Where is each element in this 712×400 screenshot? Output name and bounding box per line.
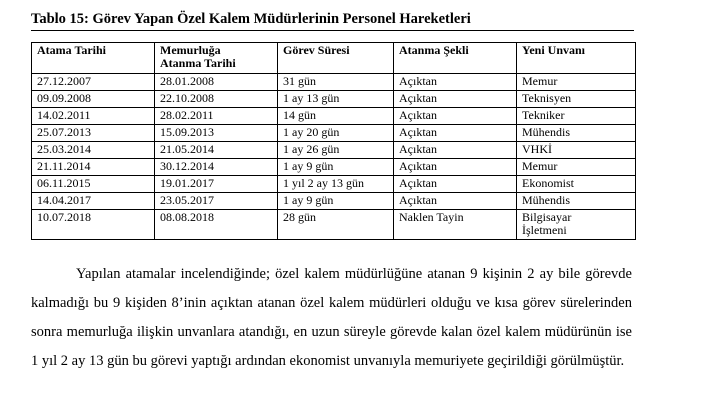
header-label: Atama Tarihi <box>37 43 107 57</box>
header-label: Görev Süresi <box>283 43 350 57</box>
cell-appointment-date: 14.04.2017 <box>32 193 155 210</box>
table-row <box>32 159 636 176</box>
cell-appointment-type: Açıktan <box>394 142 517 159</box>
cell-civil-servant-date: 23.05.2017 <box>155 193 278 210</box>
cell-duty-duration: 1 ay 26 gün <box>278 142 394 159</box>
cell-new-title: Bilgisayar İşletmeni <box>517 210 636 240</box>
cell-duty-duration: 14 gün <box>278 108 394 125</box>
cell-appointment-date: 09.09.2008 <box>32 91 155 108</box>
cell-new-title: Memur <box>517 74 636 91</box>
cell-duty-duration: 31 gün <box>278 74 394 91</box>
table-header-row <box>32 43 636 74</box>
cell-civil-servant-date: 22.10.2008 <box>155 91 278 108</box>
cell-civil-servant-date: 19.01.2017 <box>155 176 278 193</box>
cell-new-title: Mühendis <box>517 125 636 142</box>
cell-civil-servant-date: 15.09.2013 <box>155 125 278 142</box>
cell-appointment-date: 25.07.2013 <box>32 125 155 142</box>
cell-new-title: Ekonomist <box>517 176 636 193</box>
cell-appointment-date: 27.12.2007 <box>32 74 155 91</box>
cell-appointment-type: Açıktan <box>394 176 517 193</box>
cell-appointment-type: Naklen Tayin <box>394 210 517 240</box>
cell-civil-servant-date: 28.02.2011 <box>155 108 278 125</box>
table-row <box>32 108 636 125</box>
table-body <box>32 74 636 240</box>
cell-appointment-type: Açıktan <box>394 91 517 108</box>
cell-duty-duration: 1 ay 20 gün <box>278 125 394 142</box>
cell-duty-duration: 1 ay 9 gün <box>278 159 394 176</box>
cell-new-title: VHKİ <box>517 142 636 159</box>
cell-duty-duration: 1 yıl 2 ay 13 gün <box>278 176 394 193</box>
cell-appointment-date: 25.03.2014 <box>32 142 155 159</box>
table-row <box>32 210 636 240</box>
cell-appointment-date: 06.11.2015 <box>32 176 155 193</box>
cell-duty-duration: 1 ay 13 gün <box>278 91 394 108</box>
cell-appointment-type: Açıktan <box>394 125 517 142</box>
cell-appointment-date: 10.07.2018 <box>32 210 155 240</box>
table-row <box>32 142 636 159</box>
cell-civil-servant-date: 21.05.2014 <box>155 142 278 159</box>
cell-appointment-type: Açıktan <box>394 193 517 210</box>
cell-duty-duration: 1 ay 9 gün <box>278 193 394 210</box>
personnel-movements-table <box>31 42 636 240</box>
table-row <box>32 176 636 193</box>
table-row <box>32 193 636 210</box>
table-row <box>32 125 636 142</box>
cell-civil-servant-date: 08.08.2018 <box>155 210 278 240</box>
cell-appointment-type: Açıktan <box>394 159 517 176</box>
cell-appointment-type: Açıktan <box>394 74 517 91</box>
header-label: Yeni Unvanı <box>522 43 586 57</box>
cell-new-title: Mühendis <box>517 193 636 210</box>
cell-civil-servant-date: 28.01.2008 <box>155 74 278 91</box>
cell-duty-duration: 28 gün <box>278 210 394 240</box>
cell-civil-servant-date: 30.12.2014 <box>155 159 278 176</box>
header-appointment-type <box>394 43 517 74</box>
body-paragraph: Yapılan atamalar incelendiğinde; özel kalem müdürlüğüne atanan 9 kişinin 2 ay bile görevde kalmadığı bu 9 kişiden 8’inin açıktan atanan özel kalem müdürleri olduğu ve kısa görev sürelerinden sonra memurluğa ilişkin unvanlara atandığı, en uzun süreyle görevde kalan özel kalem müdürünün ise 1 yıl 2 ay 13 gün bu görevi yaptığı ardından ekonomist unvanıyla memuriyete geçirildiği görülmüştür. <box>31 266 632 369</box>
header-new-title <box>517 43 636 74</box>
header-duty-duration <box>278 43 394 74</box>
table-row <box>32 91 636 108</box>
cell-new-title: Tekniker <box>517 108 636 125</box>
header-civil-servant-appointment-date <box>155 43 278 74</box>
cell-appointment-type: Açıktan <box>394 108 517 125</box>
cell-appointment-date: 14.02.2011 <box>32 108 155 125</box>
header-label: Memurluğa Atanma Tarihi <box>160 43 236 70</box>
cell-appointment-date: 21.11.2014 <box>32 159 155 176</box>
cell-new-title: Memur <box>517 159 636 176</box>
header-appointment-date <box>32 43 155 74</box>
table-row <box>32 74 636 91</box>
cell-new-title: Teknisyen <box>517 91 636 108</box>
table-caption: Tablo 15: Görev Yapan Özel Kalem Müdürlerinin Personel Hareketleri <box>31 10 634 31</box>
header-label: Atanma Şekli <box>399 43 469 57</box>
